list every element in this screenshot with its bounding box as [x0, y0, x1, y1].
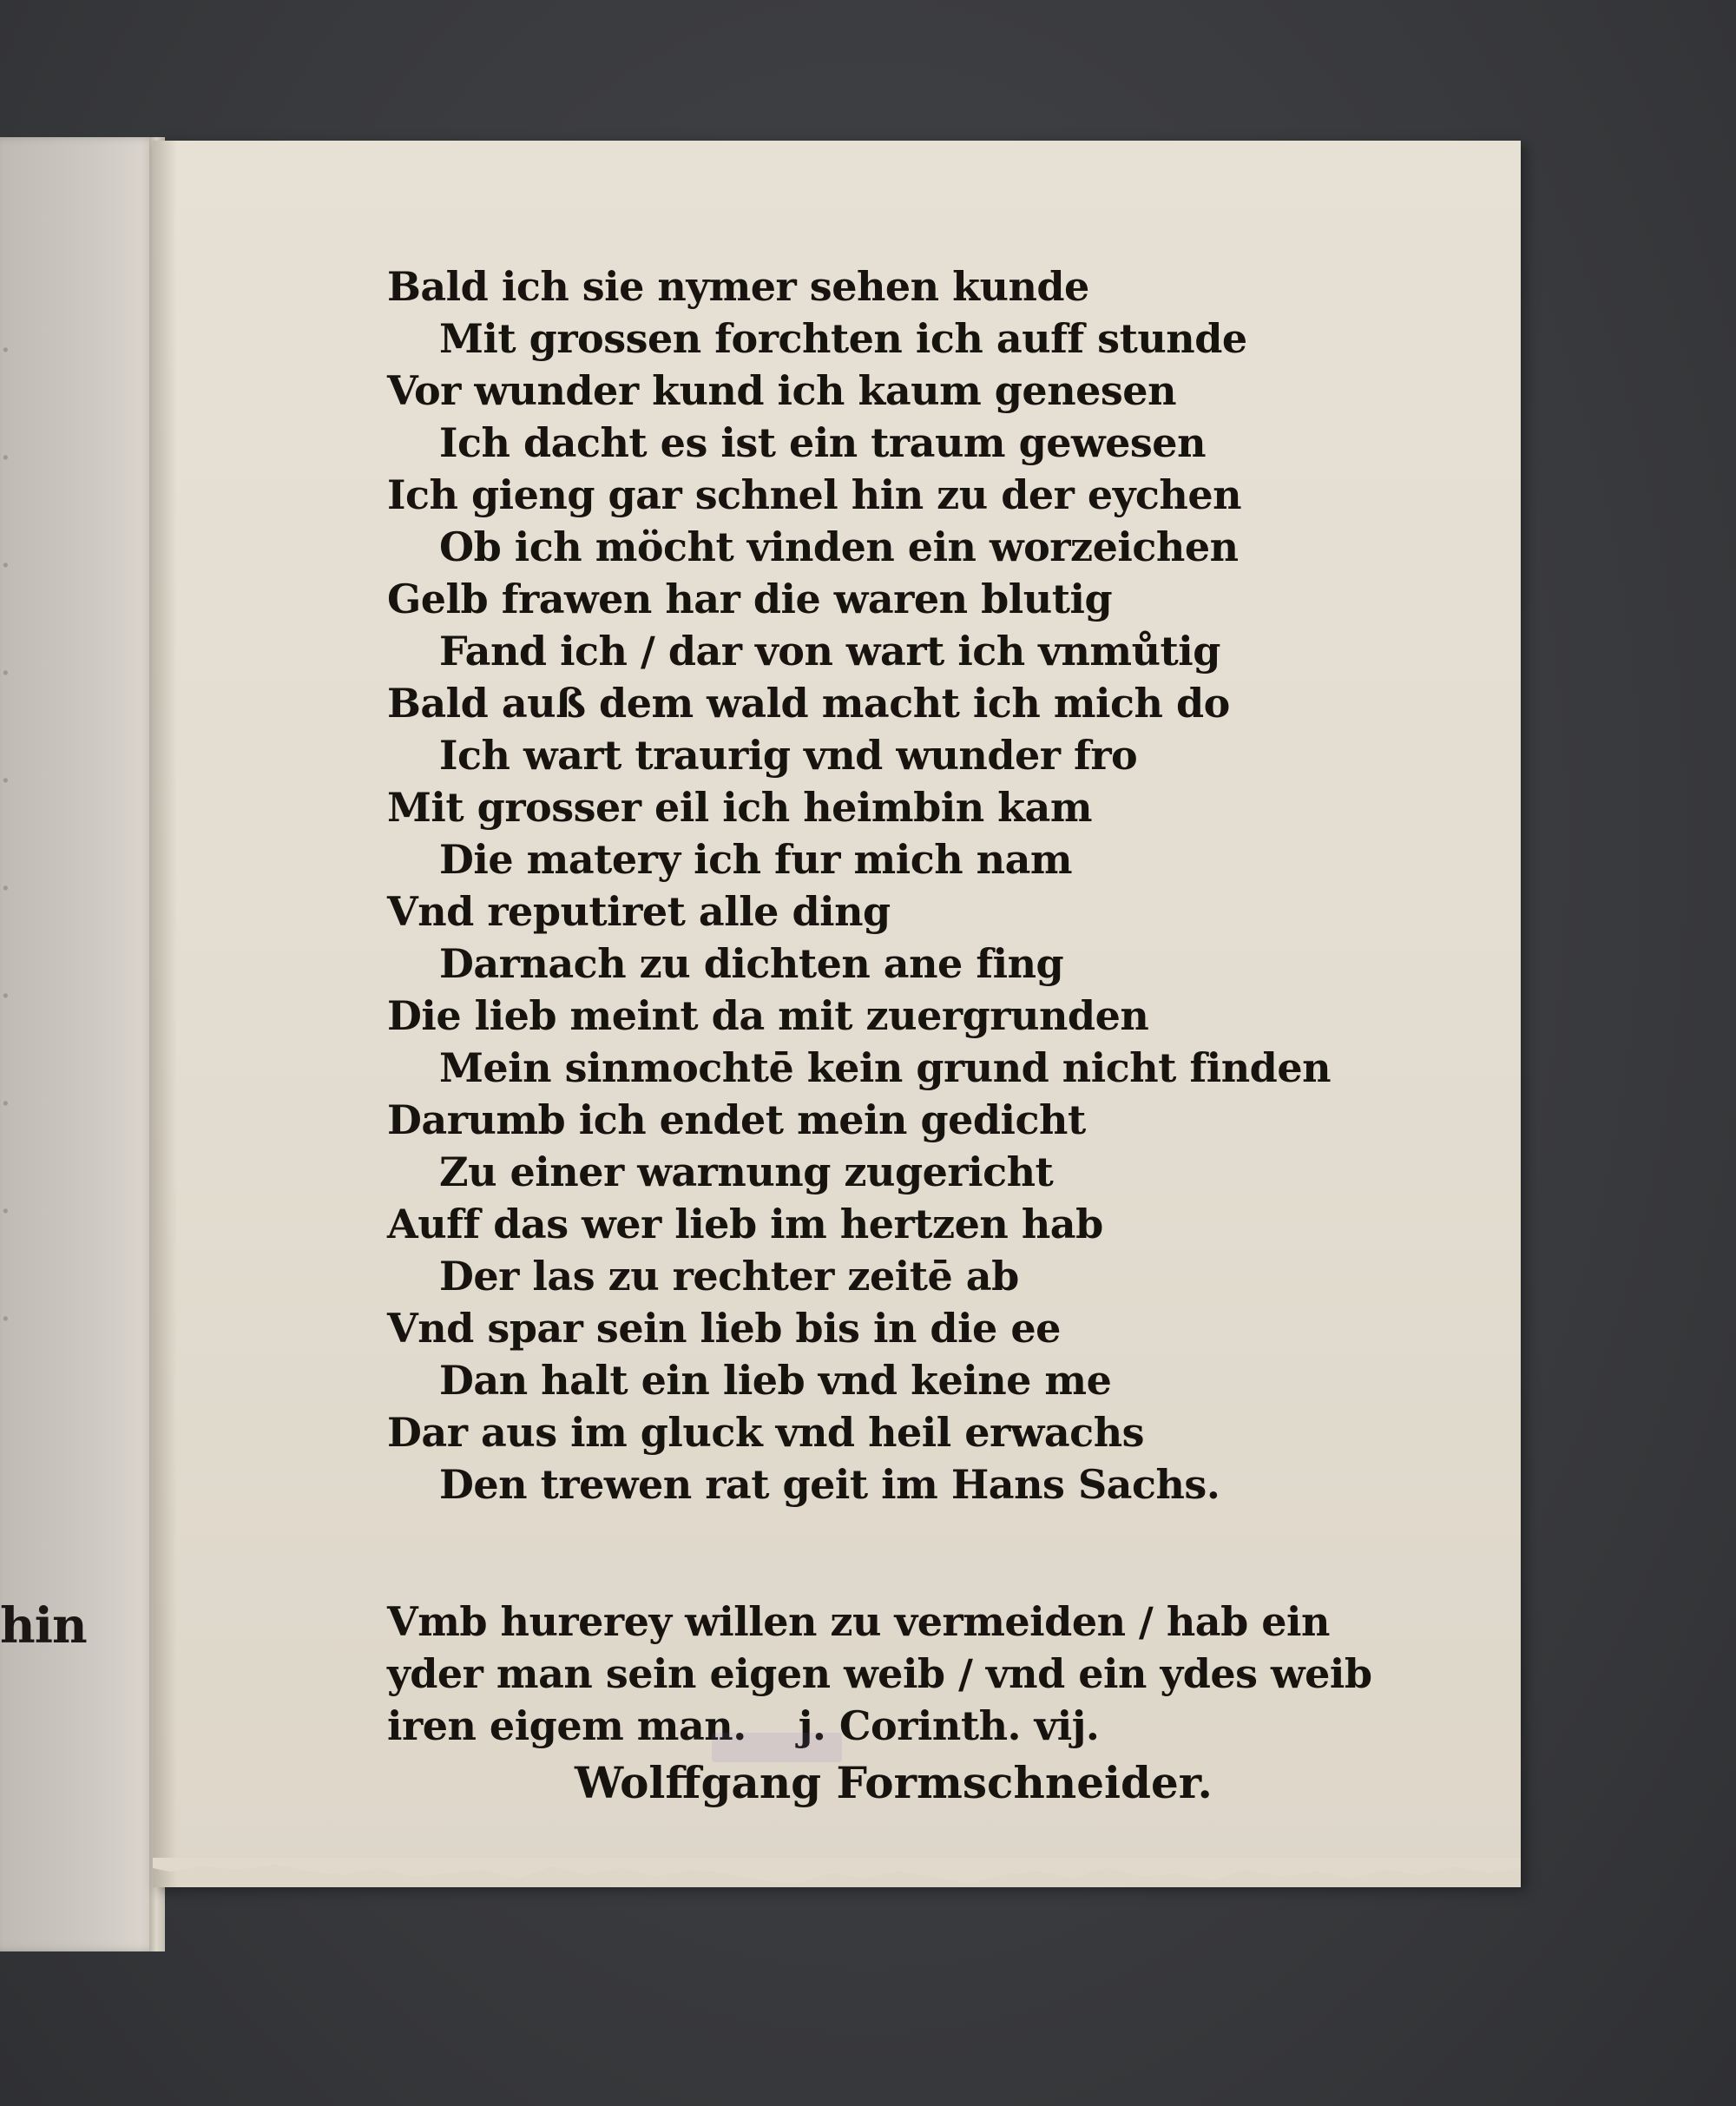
- verse-line: Mein sinmochtē kein grund nicht finden: [439, 1044, 1332, 1091]
- verse-block: [387, 260, 1332, 1510]
- verse-line: Dar aus im gluck vnd heil erwachs: [387, 1409, 1145, 1456]
- scripture-note: [387, 1596, 1372, 1752]
- verse-line: Der las zu rechter zeitē ab: [439, 1253, 1019, 1300]
- left-page-bleed-through: . . . . . . . . . .: [0, 320, 11, 1329]
- prose-text: iren eigem man.: [387, 1702, 746, 1749]
- page-gutter-shadow: [153, 141, 177, 1887]
- torn-page-edge: [153, 1858, 1521, 1927]
- verse-line: Bald auß dem wald macht ich mich do: [387, 680, 1230, 727]
- verse-line: Mit grossen forchten ich auff stunde: [439, 315, 1247, 362]
- verse-line: Darumb ich endet mein gedicht: [387, 1096, 1086, 1143]
- verse-line: Die lieb meint da mit zuergrunden: [387, 992, 1149, 1039]
- verse-line: Vor wunder kund ich kaum genesen: [387, 367, 1177, 414]
- verse-line: Vnd reputiret alle ding: [387, 888, 891, 935]
- prose-line: Vmb hurerey willen zu vermeiden / hab ein: [387, 1598, 1330, 1645]
- verse-line: Ich gieng gar schnel hin zu der eychen: [387, 471, 1242, 518]
- verse-line: Zu einer warnung zugericht: [439, 1148, 1054, 1195]
- verse-line: Vnd spar sein lieb bis in die ee: [387, 1305, 1061, 1352]
- printer-signature: Wolffgang Formschneider.: [575, 1757, 1213, 1808]
- verse-line: Mit grosser eil ich heimbin kam: [387, 784, 1093, 831]
- verse-line: Ich dacht es ist ein traum gewesen: [439, 419, 1207, 466]
- verse-line: Die matery ich fur mich nam: [439, 836, 1073, 883]
- verse-line: Auff das wer lieb im hertzen hab: [387, 1201, 1103, 1247]
- verse-line: Ich wart traurig vnd wunder fro: [439, 732, 1138, 779]
- prose-line: yder man sein eigen weib / vnd ein ydes weib: [387, 1650, 1372, 1697]
- left-page-text-fragment: hin: [0, 1597, 87, 1655]
- verse-line: Dan halt ein lieb vnd keine me: [439, 1357, 1112, 1404]
- verse-line: Darnach zu dichten ane fing: [439, 940, 1064, 987]
- verse-line: Fand ich / dar von wart ich vnmůtig: [439, 628, 1220, 675]
- verse-line: Gelb frawen har die waren blutig: [387, 576, 1113, 622]
- bible-citation: j. Corinth. vij.: [798, 1702, 1100, 1749]
- verse-line: Den trewen rat geit im Hans Sachs.: [439, 1461, 1220, 1508]
- verse-line: Bald ich sie nymer sehen kunde: [387, 263, 1089, 310]
- verse-line: Ob ich möcht vinden ein worzeichen: [439, 523, 1239, 570]
